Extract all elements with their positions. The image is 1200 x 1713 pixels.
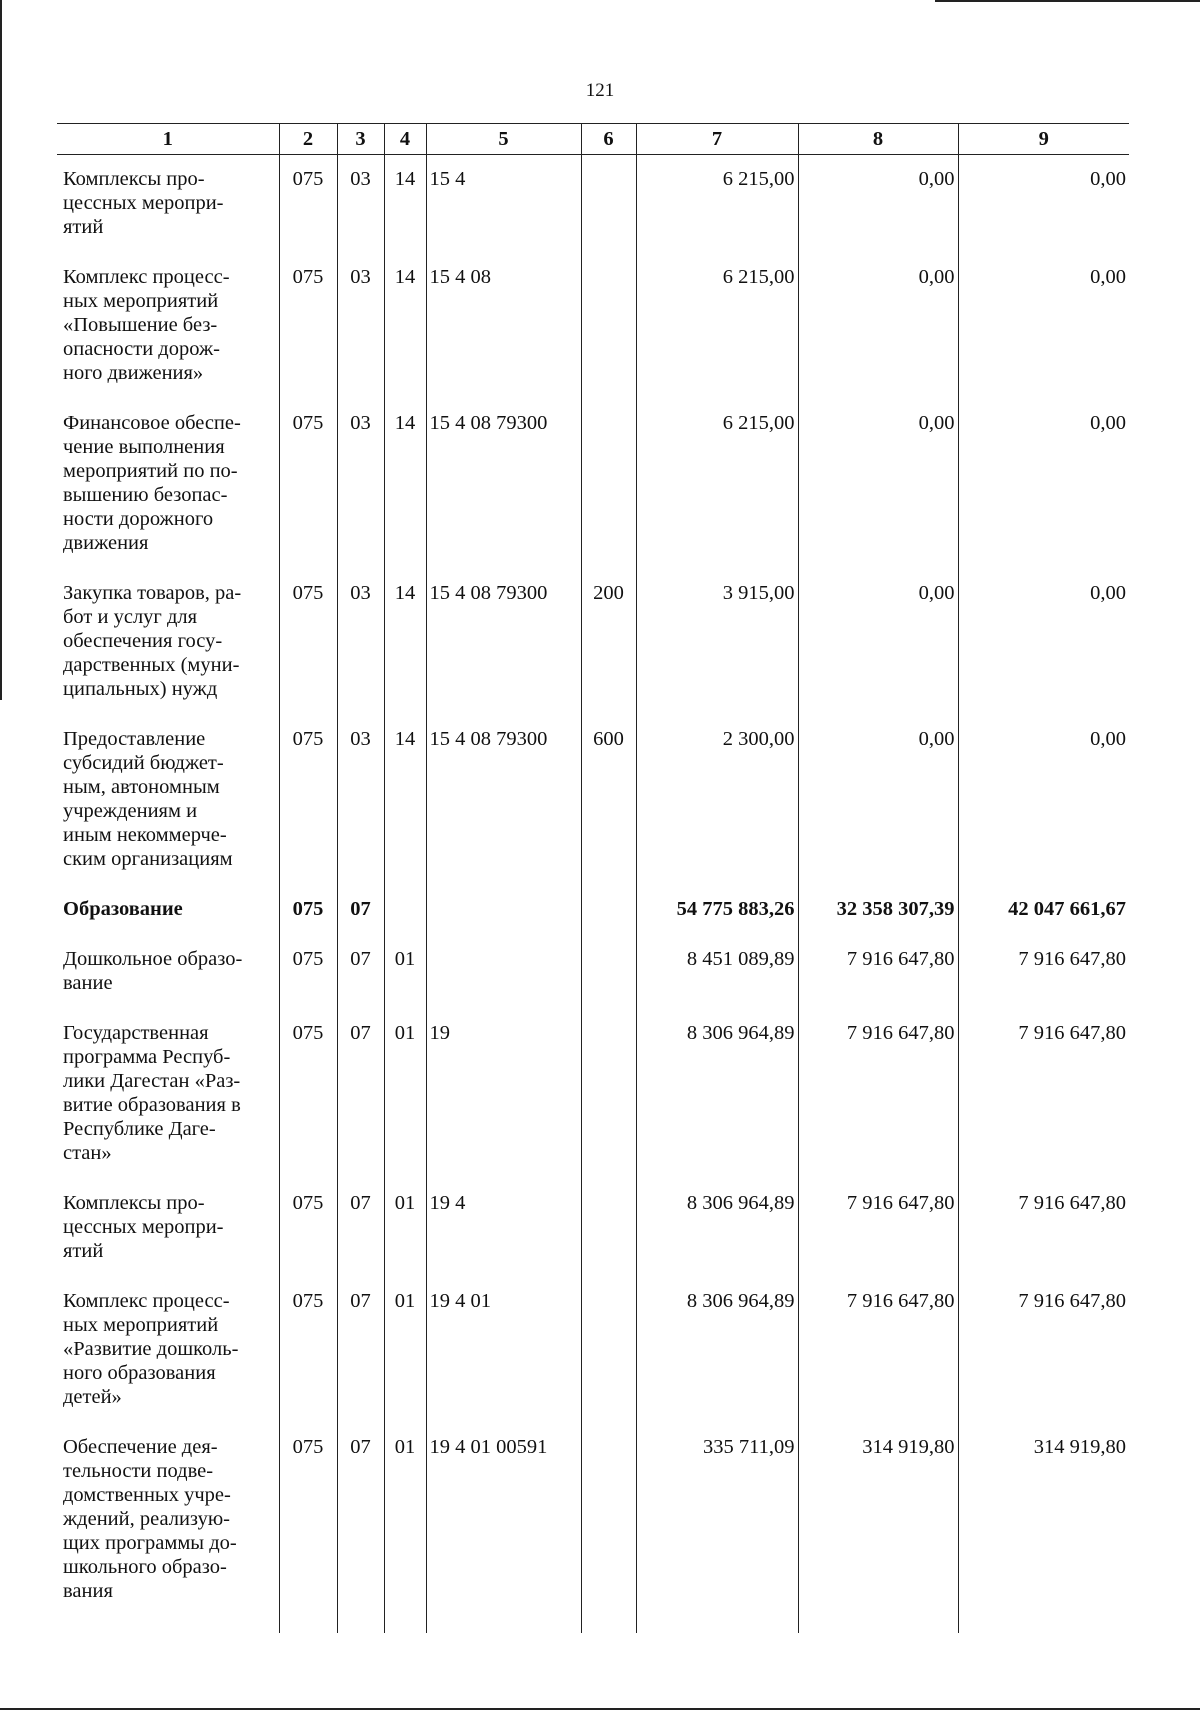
header-row (57, 124, 1129, 155)
admin-code: 075 (279, 399, 337, 569)
row-name: Комплексы про- цессных меропри- ятий (57, 1179, 279, 1277)
target-article-code (426, 885, 581, 935)
amount-year-3: 0,00 (958, 399, 1129, 569)
subsection-code: 01 (384, 1423, 426, 1633)
table-row (57, 1423, 1129, 1633)
section-code: 03 (337, 399, 384, 569)
subsection-code (384, 885, 426, 935)
amount-year-1: 2 300,00 (636, 715, 798, 885)
amount-year-2: 0,00 (798, 399, 958, 569)
row-name: Финансовое обеспе- чение выполнения мероприятий по по- вышению безопас- ности дорожного движения (57, 399, 279, 569)
amount-year-2: 314 919,80 (798, 1423, 958, 1633)
subsection-code: 01 (384, 1277, 426, 1423)
expense-type-code (581, 1009, 636, 1179)
admin-code: 075 (279, 253, 337, 399)
expense-type-code: 600 (581, 715, 636, 885)
amount-year-3: 7 916 647,80 (958, 1009, 1129, 1179)
amount-year-3: 0,00 (958, 569, 1129, 715)
admin-code: 075 (279, 1423, 337, 1633)
expense-type-code (581, 399, 636, 569)
table-row (57, 885, 1129, 935)
expense-type-code (581, 885, 636, 935)
row-name: Дошкольное образо- вание (57, 935, 279, 1009)
amount-year-3: 7 916 647,80 (958, 1179, 1129, 1277)
amount-year-2: 0,00 (798, 253, 958, 399)
scan-edge-left (0, 0, 2, 700)
admin-code: 075 (279, 1179, 337, 1277)
admin-code: 075 (279, 569, 337, 715)
admin-code: 075 (279, 935, 337, 1009)
row-name: Комплекс процесс- ных мероприятий «Развитие дошколь- ного образования детей» (57, 1277, 279, 1423)
amount-year-3: 0,00 (958, 253, 1129, 399)
row-name: Государственная программа Респуб- лики Дагестан «Раз- витие образования в Республике Даге- стан» (57, 1009, 279, 1179)
header-col-6: 6 (581, 124, 636, 155)
scan-edge-top-right (935, 0, 1200, 2)
section-code: 07 (337, 885, 384, 935)
subsection-code: 01 (384, 935, 426, 1009)
target-article-code: 19 4 (426, 1179, 581, 1277)
subsection-code: 14 (384, 569, 426, 715)
amount-year-3: 42 047 661,67 (958, 885, 1129, 935)
target-article-code: 19 (426, 1009, 581, 1179)
amount-year-1: 54 775 883,26 (636, 885, 798, 935)
section-code: 03 (337, 715, 384, 885)
target-article-code: 15 4 08 79300 (426, 399, 581, 569)
admin-code: 075 (279, 885, 337, 935)
table-row (57, 1179, 1129, 1277)
amount-year-1: 8 306 964,89 (636, 1009, 798, 1179)
amount-year-3: 0,00 (958, 155, 1129, 254)
amount-year-3: 314 919,80 (958, 1423, 1129, 1633)
table-row (57, 569, 1129, 715)
row-name: Обеспечение дея- тельности подве- домственных учре- ждений, реализую- щих программы до- школьного образо- вания (57, 1423, 279, 1633)
expense-type-code (581, 935, 636, 1009)
target-article-code: 15 4 08 79300 (426, 715, 581, 885)
header-col-5: 5 (426, 124, 581, 155)
header-col-4: 4 (384, 124, 426, 155)
subsection-code: 14 (384, 715, 426, 885)
amount-year-1: 335 711,09 (636, 1423, 798, 1633)
amount-year-2: 7 916 647,80 (798, 1277, 958, 1423)
target-article-code: 15 4 08 (426, 253, 581, 399)
amount-year-1: 6 215,00 (636, 155, 798, 254)
table-body (57, 155, 1129, 1634)
amount-year-2: 0,00 (798, 715, 958, 885)
target-article-code: 15 4 (426, 155, 581, 254)
amount-year-2: 32 358 307,39 (798, 885, 958, 935)
table-row (57, 155, 1129, 254)
table-row (57, 715, 1129, 885)
row-name: Предоставление субсидий бюджет- ным, автономным учреждениям и иным некоммерче- ским организациям (57, 715, 279, 885)
amount-year-1: 8 306 964,89 (636, 1179, 798, 1277)
scan-edge-bottom (0, 1708, 1200, 1710)
expense-type-code (581, 155, 636, 254)
amount-year-1: 6 215,00 (636, 253, 798, 399)
subsection-code: 14 (384, 155, 426, 254)
target-article-code: 19 4 01 00591 (426, 1423, 581, 1633)
amount-year-3: 0,00 (958, 715, 1129, 885)
amount-year-2: 7 916 647,80 (798, 935, 958, 1009)
admin-code: 075 (279, 1009, 337, 1179)
row-name: Закупка товаров, ра- бот и услуг для обеспечения госу- дарственных (муни- ципальных) нужд (57, 569, 279, 715)
section-code: 07 (337, 1009, 384, 1179)
budget-table (57, 123, 1129, 1633)
subsection-code: 01 (384, 1179, 426, 1277)
expense-type-code (581, 1423, 636, 1633)
admin-code: 075 (279, 155, 337, 254)
section-code: 07 (337, 1423, 384, 1633)
amount-year-1: 8 451 089,89 (636, 935, 798, 1009)
table-row (57, 935, 1129, 1009)
target-article-code: 19 4 01 (426, 1277, 581, 1423)
row-name: Образование (57, 885, 279, 935)
expense-type-code (581, 253, 636, 399)
expense-type-code (581, 1179, 636, 1277)
amount-year-2: 7 916 647,80 (798, 1009, 958, 1179)
section-code: 07 (337, 1179, 384, 1277)
table-row (57, 1277, 1129, 1423)
page-number: 121 (585, 80, 615, 101)
table-row (57, 253, 1129, 399)
amount-year-2: 0,00 (798, 155, 958, 254)
expense-type-code (581, 1277, 636, 1423)
table-row (57, 1009, 1129, 1179)
admin-code: 075 (279, 715, 337, 885)
amount-year-1: 3 915,00 (636, 569, 798, 715)
section-code: 07 (337, 1277, 384, 1423)
table-row (57, 399, 1129, 569)
subsection-code: 14 (384, 399, 426, 569)
header-col-1: 1 (57, 124, 279, 155)
admin-code: 075 (279, 1277, 337, 1423)
amount-year-1: 6 215,00 (636, 399, 798, 569)
amount-year-2: 0,00 (798, 569, 958, 715)
subsection-code: 01 (384, 1009, 426, 1179)
target-article-code (426, 935, 581, 1009)
amount-year-2: 7 916 647,80 (798, 1179, 958, 1277)
header-col-9: 9 (958, 124, 1129, 155)
section-code: 07 (337, 935, 384, 1009)
header-col-7: 7 (636, 124, 798, 155)
header-col-3: 3 (337, 124, 384, 155)
section-code: 03 (337, 155, 384, 254)
section-code: 03 (337, 569, 384, 715)
row-name: Комплекс процесс- ных мероприятий «Повышение без- опасности дорож- ного движения» (57, 253, 279, 399)
header-col-8: 8 (798, 124, 958, 155)
header-col-2: 2 (279, 124, 337, 155)
row-name: Комплексы про- цессных меропри- ятий (57, 155, 279, 254)
expense-type-code: 200 (581, 569, 636, 715)
amount-year-1: 8 306 964,89 (636, 1277, 798, 1423)
section-code: 03 (337, 253, 384, 399)
subsection-code: 14 (384, 253, 426, 399)
amount-year-3: 7 916 647,80 (958, 935, 1129, 1009)
amount-year-3: 7 916 647,80 (958, 1277, 1129, 1423)
target-article-code: 15 4 08 79300 (426, 569, 581, 715)
